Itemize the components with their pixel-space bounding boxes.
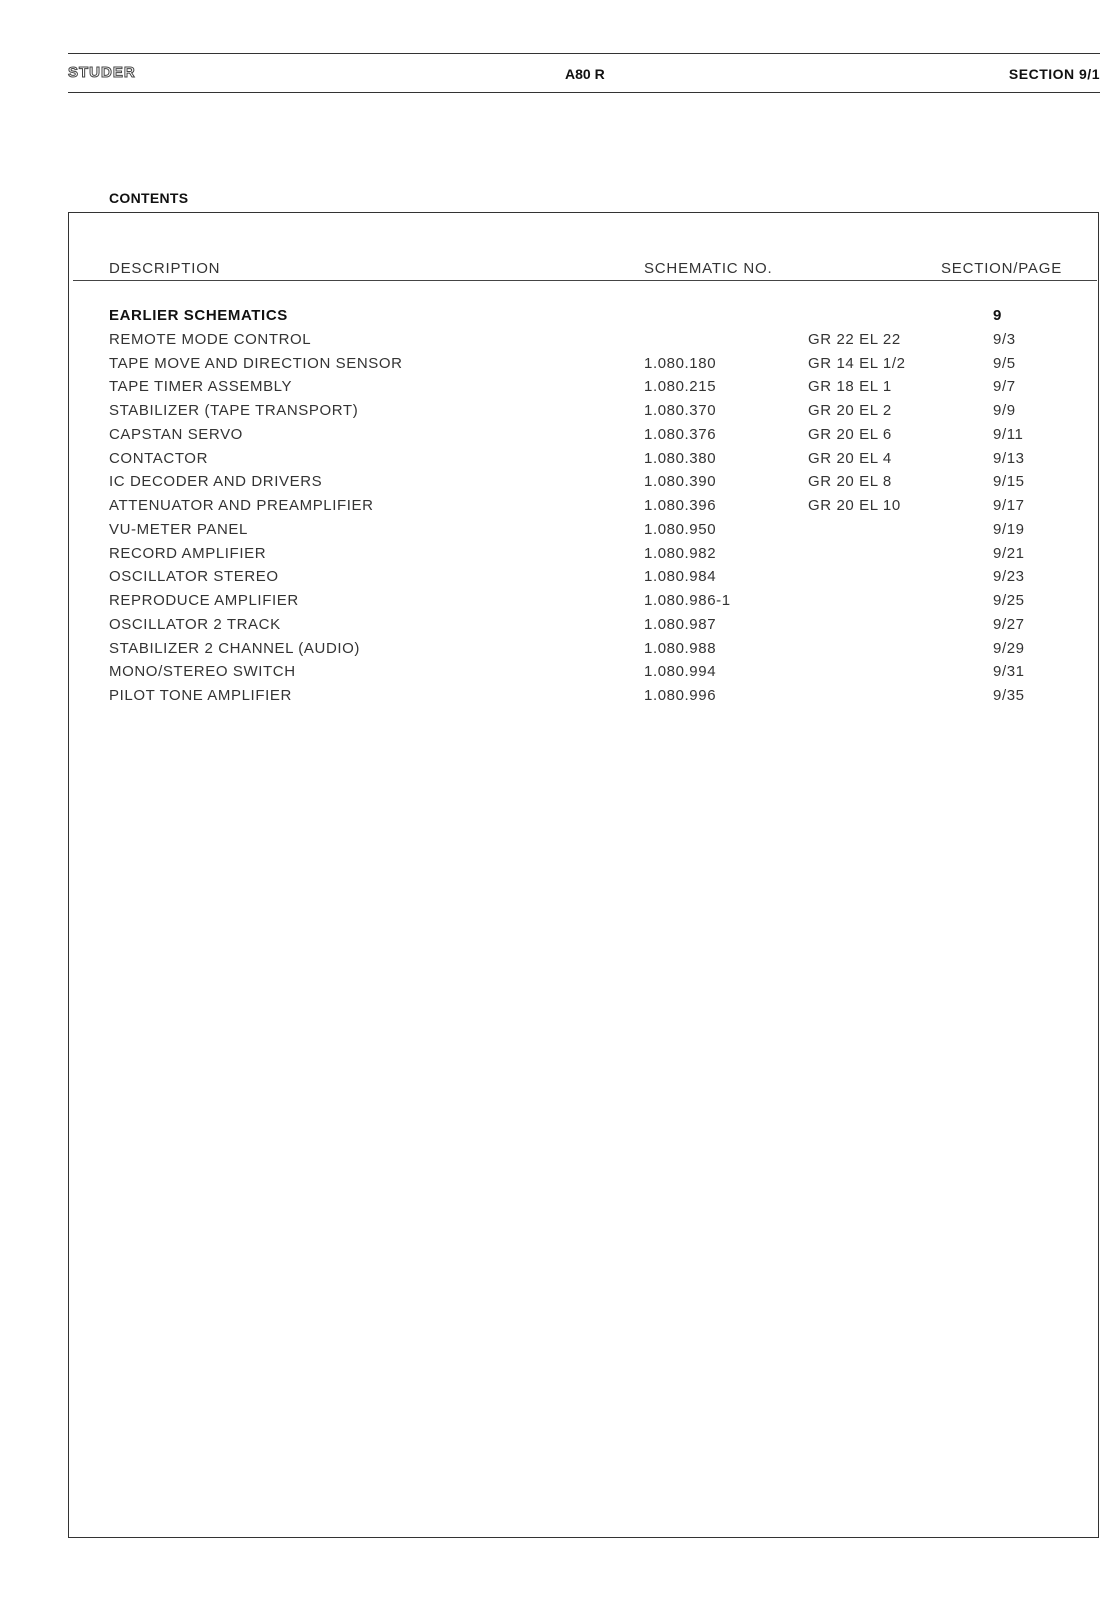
row-section-page: 9/31: [993, 663, 1025, 681]
column-header-section-page: SECTION/PAGE: [941, 260, 1063, 277]
table-row: [0, 450, 1120, 474]
column-header-description: DESCRIPTION: [109, 260, 221, 277]
row-schematic-no: 1.080.982: [644, 544, 717, 562]
row-description: ATTENUATOR AND PREAMPLIFIER: [109, 497, 374, 514]
studer-logo: STUDER: [68, 64, 136, 81]
model-label: A80 R: [565, 66, 605, 82]
row-section-page: 9/5: [993, 354, 1016, 372]
row-schematic-no: 1.080.380: [644, 449, 717, 467]
row-section-page: 9/13: [993, 449, 1025, 467]
table-row: [0, 687, 1120, 711]
column-header-rule: [73, 280, 1097, 281]
table-row: [0, 545, 1120, 569]
header-top-rule: [68, 53, 1100, 54]
table-row: [0, 616, 1120, 640]
row-schematic-no: 1.080.987: [644, 615, 717, 633]
row-description: EARLIER SCHEMATICS: [109, 307, 288, 324]
header-bottom-rule: [68, 92, 1100, 93]
row-description: TAPE TIMER ASSEMBLY: [109, 378, 293, 396]
row-schematic-no: 1.080.180: [644, 354, 717, 372]
row-section-page: 9/3: [993, 330, 1016, 348]
contents-heading: CONTENTS: [109, 190, 189, 206]
row-description: TAPE MOVE AND DIRECTION SENSOR: [109, 354, 403, 372]
row-description: MONO/STEREO SWITCH: [109, 663, 296, 681]
row-section-page: 9/17: [993, 497, 1025, 514]
row-schematic-no: 1.080.390: [644, 473, 717, 491]
row-section-page: 9/25: [993, 592, 1025, 609]
table-row: [0, 331, 1120, 355]
table-row: [0, 426, 1120, 450]
row-description: RECORD AMPLIFIER: [109, 544, 267, 562]
row-schematic-no: 1.080.986-1: [644, 592, 731, 609]
table-row: [0, 640, 1120, 664]
column-header-schematic: SCHEMATIC NO.: [644, 260, 773, 277]
row-schematic-no: 1.080.396: [644, 497, 717, 514]
row-description: VU-METER PANEL: [109, 520, 248, 538]
table-row: [0, 473, 1120, 497]
row-group-ref: GR 20 EL 8: [808, 473, 892, 491]
row-description: REPRODUCE AMPLIFIER: [109, 592, 299, 609]
row-schematic-no: 1.080.950: [644, 520, 717, 538]
row-section-page: 9/27: [993, 615, 1025, 633]
row-section-page: 9/29: [993, 639, 1025, 657]
row-description: CAPSTAN SERVO: [109, 425, 243, 443]
table-row: [0, 568, 1120, 592]
row-group-ref: GR 20 EL 4: [808, 449, 892, 467]
row-section-page: 9/23: [993, 568, 1025, 586]
row-schematic-no: 1.080.370: [644, 402, 717, 419]
row-schematic-no: 1.080.376: [644, 425, 717, 443]
table-row: [0, 521, 1120, 545]
row-section-page: 9/9: [993, 402, 1016, 419]
row-group-ref: GR 22 EL 22: [808, 330, 901, 348]
row-schematic-no: 1.080.984: [644, 568, 717, 586]
row-group-ref: GR 18 EL 1: [808, 378, 892, 396]
table-row: [0, 307, 1120, 331]
row-section-page: 9/35: [993, 687, 1025, 704]
row-section-page: 9/11: [993, 425, 1024, 443]
row-group-ref: GR 20 EL 10: [808, 497, 901, 514]
row-description: PILOT TONE AMPLIFIER: [109, 687, 292, 704]
row-section-page: 9/19: [993, 520, 1025, 538]
row-schematic-no: 1.080.215: [644, 378, 717, 396]
row-description: OSCILLATOR 2 TRACK: [109, 615, 281, 633]
row-schematic-no: 1.080.994: [644, 663, 717, 681]
row-section-page: 9/7: [993, 378, 1016, 396]
row-section-page: 9/15: [993, 473, 1025, 491]
table-row: [0, 663, 1120, 687]
table-row: [0, 378, 1120, 402]
row-description: STABILIZER 2 CHANNEL (AUDIO): [109, 639, 361, 657]
table-row: [0, 355, 1120, 379]
row-section-page: 9: [993, 307, 1002, 324]
row-group-ref: GR 14 EL 1/2: [808, 354, 906, 372]
row-description: IC DECODER AND DRIVERS: [109, 473, 323, 491]
row-description: REMOTE MODE CONTROL: [109, 330, 312, 348]
row-section-page: 9/21: [993, 544, 1025, 562]
row-schematic-no: 1.080.988: [644, 639, 717, 657]
row-group-ref: GR 20 EL 2: [808, 402, 892, 419]
table-row: [0, 592, 1120, 616]
row-description: STABILIZER (TAPE TRANSPORT): [109, 402, 359, 419]
row-description: CONTACTOR: [109, 449, 209, 467]
table-row: [0, 497, 1120, 521]
row-group-ref: GR 20 EL 6: [808, 425, 892, 443]
row-description: OSCILLATOR STEREO: [109, 568, 279, 586]
section-label: SECTION 9/1: [1008, 66, 1100, 82]
table-row: [0, 402, 1120, 426]
row-schematic-no: 1.080.996: [644, 687, 717, 704]
